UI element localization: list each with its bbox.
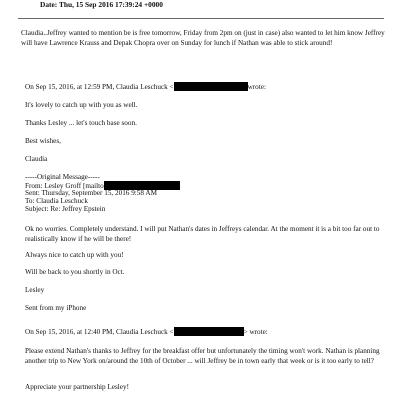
reply2-body-paragraph: Appreciate your partnership Lesley!	[25, 383, 129, 391]
sent-from-line: Sent from my iPhone	[25, 304, 87, 312]
reply2-attribution-suffix: > wrote:	[243, 328, 268, 336]
reply2-body-paragraph: Please extend Nathan's thanks to Jeffrey for the breakfast offer but unfortunately the timing won't work. Nathan is planning another trip to New York on/around the 10th of October ... will Jeffrey be in town early that week or is it too early to tell?	[25, 347, 380, 366]
original-message-divider: -----Original Message-----	[25, 173, 100, 181]
reply1-attribution	[25, 82, 266, 92]
header-divider	[18, 18, 384, 19]
reply1-paragraph: It's lovely to catch up with you as well.	[25, 101, 138, 109]
original-signature: Lesley	[25, 286, 45, 294]
original-sent: Sent: Thursday, September 15, 2016 9:58 AM	[25, 189, 157, 197]
reply1-attribution-suffix: wrote:	[247, 83, 266, 91]
original-from-text: From: Lesley Groff [mailto	[25, 182, 104, 190]
original-subject: Subject: Re: Jeffrey Epstein	[25, 205, 106, 213]
intro-paragraph: Claudia..Jeffrey wanted to mention be is free tomorrow, Friday from 2pm on (just in case) also wanted to let him know Jeffrey will have Lawrence Krauss and Depak Chopra over on Sunday for lunch if Nathan was able to stick around!	[21, 29, 385, 48]
reply1-signoff: Best wishes,	[25, 137, 61, 145]
reply1-signature: Claudia	[25, 155, 48, 163]
original-body-paragraph: Will be back to you shortly in Oct.	[25, 268, 125, 276]
reply1-attribution-prefix: On Sep 15, 2016, at 12:59 PM, Claudia Leschuck <	[25, 83, 174, 91]
reply2-attribution	[25, 327, 268, 337]
original-body-paragraph: Ok no worries. Completely understand. I will put Nathan's dates in Jeffreys calendar. At the moment it is a bit too far out to realistically know if he will be there!	[25, 225, 380, 244]
original-to: To: Claudia Leschuck	[25, 197, 88, 205]
redaction-block	[174, 82, 248, 91]
reply1-paragraph: Thanks Lesley ... let's touch base soon.	[25, 119, 137, 127]
date-header: Date: Thu, 15 Sep 2016 17:39:24 +0000	[40, 0, 163, 9]
original-body-paragraph: Always nice to catch up with you!	[25, 251, 124, 259]
reply2-attribution-prefix: On Sep 15, 2016, at 12:40 PM, Claudia Leschuck <	[25, 328, 174, 336]
redaction-block	[174, 327, 244, 336]
